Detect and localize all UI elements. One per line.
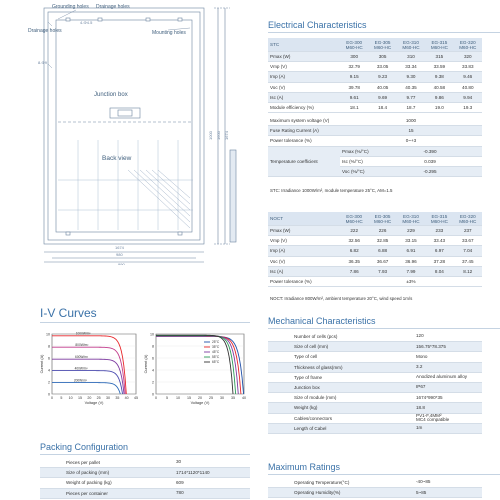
table-cell: Imp (A) (268, 72, 340, 82)
table-row (268, 372, 482, 382)
table-row (268, 423, 482, 433)
temperature-coefficient-label: Temperature coefficient (268, 146, 340, 177)
y-axis-label: Current (A) (144, 354, 148, 374)
y-tick-label: 8 (152, 344, 154, 349)
table-cell: 9.38 (425, 72, 453, 82)
table-cell: 15 (340, 126, 482, 136)
table-cell: Voc (V) (268, 82, 340, 92)
electrical-rule (268, 32, 500, 33)
group-holes-label: Drainage holes (96, 4, 130, 10)
table-cell: 226 (368, 226, 396, 236)
ratings-table (268, 478, 482, 498)
iv-chart-irradiance (40, 330, 140, 410)
table-cell: 39.78 (340, 82, 368, 92)
series-label: 1000W/m² (75, 331, 91, 336)
back-view-label: Back view (102, 155, 132, 162)
table-cell: 0~+3 (340, 136, 482, 146)
series-label: 400W/m² (74, 366, 88, 371)
table-cell: Mono (414, 352, 482, 362)
legend-label: 65°C (212, 360, 220, 365)
table-cell: 33.67 (454, 236, 482, 246)
table-row (268, 332, 482, 342)
table-cell: Isc (A) (268, 92, 340, 102)
table-cell: 40.58 (425, 82, 453, 92)
table-cell: 33.15 (397, 236, 425, 246)
table-cell: 1674*990*35 (414, 393, 482, 403)
table-cell: 18.1 (340, 102, 368, 112)
table-cell: Vmp (V) (268, 62, 340, 72)
x-tick-label: 40 (124, 396, 129, 400)
x-tick-label: 0 (155, 396, 157, 400)
table-cell: IP67 (414, 382, 482, 392)
table-cell: 18.4 (368, 102, 396, 112)
iv-rule (40, 322, 250, 323)
table-cell: 37.45 (454, 256, 482, 266)
table-cell: 609 (174, 478, 250, 488)
table-row (268, 116, 482, 126)
table-cell: Pieces per pallet (40, 458, 174, 468)
table-row (268, 393, 482, 403)
junction-box-shape (110, 108, 140, 118)
series-line (52, 359, 124, 394)
table-cell: ±3% (340, 276, 482, 286)
table-cell: 9.77 (397, 92, 425, 102)
table-cell: 305 (368, 52, 396, 62)
x-tick-label: 5 (166, 396, 168, 400)
table-cell: 233 (425, 226, 453, 236)
table-cell: Power tolerance (%) (268, 276, 340, 286)
table-row (268, 102, 482, 112)
table-row (268, 146, 482, 156)
legend-label: 45°C (212, 350, 220, 355)
table-row (40, 458, 250, 468)
table-cell: 40.35 (397, 82, 425, 92)
model-header: EG-300 M60-HC (340, 212, 368, 226)
table-cell: 1m (414, 423, 482, 433)
model-header: EG-320 M60-HC (454, 38, 482, 52)
packing-rule (40, 454, 250, 455)
table-cell: 6.91 (397, 246, 425, 256)
svg-text:4-Φ4.5: 4-Φ4.5 (80, 20, 93, 25)
grounding-holes-label: Grounding holes (52, 4, 89, 10)
y-tick-label: 10 (150, 332, 154, 337)
mechanical-rule (268, 328, 500, 329)
table-row (268, 52, 482, 62)
table-row (268, 342, 482, 352)
series-label: 600W/m² (75, 355, 88, 359)
model-header: EG-310 M60-HC (397, 38, 425, 52)
table-cell: 320 (454, 52, 482, 62)
y-tick-label: 4 (48, 368, 50, 373)
table-row (268, 226, 482, 236)
table-cell: 780 (174, 488, 250, 498)
table-cell: Power tolerance (%) (268, 136, 340, 146)
table-cell: 33.43 (425, 236, 453, 246)
table-cell: -0.295 (378, 166, 482, 176)
table-cell: -0.390 (378, 146, 482, 156)
table-cell: 19.0 (425, 102, 453, 112)
y-tick-label: 8 (48, 344, 50, 349)
table-cell: Module efficiency (%) (268, 102, 340, 112)
y-tick-label: 6 (48, 356, 50, 361)
x-tick-label: 30 (106, 396, 110, 400)
x-axis-label: Voltage (V) (190, 401, 210, 405)
module-outline (44, 8, 204, 244)
table-cell: Voc (V) (268, 256, 340, 266)
table-cell: 310 (397, 52, 425, 62)
model-header: EG-320 M60-HC (454, 212, 482, 226)
noct-table (268, 212, 482, 287)
ratings-rule (268, 474, 500, 475)
table-cell: 8.12 (454, 266, 482, 276)
table-row (268, 382, 482, 392)
packing-table (40, 458, 250, 499)
table-cell: 18.8 (414, 403, 482, 413)
table-cell: 9.46 (454, 72, 482, 82)
table-cell: 32.56 (340, 236, 368, 246)
table-row (268, 413, 482, 423)
x-tick-label: 35 (231, 396, 235, 400)
module-drawing (18, 0, 253, 265)
table-cell: 315 (425, 52, 453, 62)
table-row (268, 478, 482, 488)
y-axis-label: Current (A) (40, 354, 44, 374)
table-cell: Cables/connectors (268, 413, 414, 423)
svg-text:1674: 1674 (224, 131, 229, 140)
y-tick-label: 4 (152, 368, 154, 373)
y-tick-label: 10 (46, 332, 50, 337)
table-cell: 9.30 (397, 72, 425, 82)
table-row (268, 488, 482, 498)
noct-label: NOCT (268, 212, 340, 226)
table-cell: 40.05 (368, 82, 396, 92)
table-cell: 19.3 (454, 102, 482, 112)
table-row (268, 246, 482, 256)
table-row (268, 92, 482, 102)
table-row (268, 236, 482, 246)
table-cell: 32.85 (368, 236, 396, 246)
plot-area (156, 334, 244, 394)
table-row (268, 362, 482, 372)
table-cell: Operating Temperature(°C) (268, 478, 414, 488)
table-cell: 222 (340, 226, 368, 236)
table-cell: Weight (kg) (268, 403, 414, 413)
table-cell: 9.61 (340, 92, 368, 102)
table-cell: PV1-F,4MM² MC4 compatible (414, 413, 482, 423)
ratings-title: Maximum Ratings (268, 462, 341, 472)
stc-table (268, 38, 482, 113)
table-cell: Size of cell (mm) (268, 342, 414, 352)
table-cell: 0.039 (378, 156, 482, 166)
table-cell: 8.04 (425, 266, 453, 276)
table-cell: 5~85 (414, 488, 482, 498)
mounting-holes-label: Mounting holes (152, 30, 186, 36)
svg-text:1674: 1674 (115, 245, 124, 250)
mechanical-table (268, 332, 482, 434)
table-cell: 36.67 (368, 256, 396, 266)
table-cell: Isc (A) (268, 266, 340, 276)
table-cell: Thickness of glass(mm) (268, 362, 414, 372)
table-row (268, 266, 482, 276)
packing-title: Packing Configuration (40, 442, 129, 452)
junction-box-label: Junction box (94, 92, 128, 98)
table-cell: 7.93 (368, 266, 396, 276)
table-cell: 33.83 (454, 62, 482, 72)
model-header: EG-305 M60-HC (368, 212, 396, 226)
noct-note: NOCT: Irradiance 800W/m², ambient temperature 20°C, wind speed 1m/s (270, 296, 413, 301)
table-cell: Junction box (268, 382, 414, 392)
table-row (40, 478, 250, 488)
table-cell: Pmax (W) (268, 226, 340, 236)
table-cell: Pieces per container (40, 488, 174, 498)
svg-text:8-Φ9: 8-Φ9 (38, 60, 47, 65)
table-cell: 1714*1120*1140 (174, 468, 250, 478)
table-cell: 156.75*78.375 (414, 342, 482, 352)
table-cell: Pmax (%/°C) (340, 146, 378, 156)
table-cell: 300 (340, 52, 368, 62)
table-cell: 36.96 (397, 256, 425, 266)
x-tick-label: 10 (176, 396, 180, 400)
legend-label: 25°C (212, 340, 220, 345)
stc-note: STC: Irradiance 1000W/m², module temperature 25°C, AM=1.5 (270, 188, 393, 193)
table-row (268, 82, 482, 92)
table-cell: 237 (454, 226, 482, 236)
table-cell: Imp (A) (268, 246, 340, 256)
electrical-title: Electrical Characteristics (268, 20, 367, 30)
x-tick-label: 20 (198, 396, 202, 400)
series-line (156, 336, 236, 395)
model-header: EG-305 M60-HC (368, 38, 396, 52)
table-row (268, 136, 482, 146)
table-cell: 120 (414, 332, 482, 342)
table-cell: 33.59 (425, 62, 453, 72)
iv-title: I-V Curves (40, 306, 97, 320)
drainage-holes-label: Drainage holes (28, 28, 62, 34)
table-cell: Pmax (W) (268, 52, 340, 62)
table-cell: 9.86 (425, 92, 453, 102)
table-cell: 33.34 (397, 62, 425, 72)
table-row (268, 256, 482, 266)
x-tick-label: 25 (96, 396, 101, 400)
table-cell: 6.88 (368, 246, 396, 256)
table-cell: 9.69 (368, 92, 396, 102)
x-tick-label: 15 (78, 396, 82, 400)
y-tick-label: 6 (152, 356, 154, 361)
table-cell: Isc (%/°C) (340, 156, 378, 166)
svg-text:1600: 1600 (216, 131, 221, 140)
x-tick-label: 45 (134, 396, 138, 400)
x-tick-label: 0 (51, 396, 53, 400)
table-cell: -40~85 (414, 478, 482, 488)
table-cell: Weight of packing (kg) (40, 478, 174, 488)
model-header: EG-300 M60-HC (340, 38, 368, 52)
model-header: EG-315 M60-HC (425, 38, 453, 52)
table-cell: Vmp (V) (268, 236, 340, 246)
x-tick-label: 25 (209, 396, 213, 400)
table-cell: Anodized aluminum alloy (414, 372, 482, 382)
table-row (268, 352, 482, 362)
table-cell: 9.94 (454, 92, 482, 102)
y-tick-label: 2 (152, 380, 154, 385)
table-cell: Type of cell (268, 352, 414, 362)
x-tick-label: 35 (115, 396, 120, 400)
table-cell: 7.86 (340, 266, 368, 276)
x-tick-label: 15 (187, 396, 191, 400)
y-tick-label: 0 (152, 392, 154, 397)
table-cell: 30 (174, 458, 250, 468)
table-cell: 40.80 (454, 82, 482, 92)
series-line (156, 335, 233, 394)
svg-text:1000: 1000 (208, 131, 213, 140)
svg-text:980: 980 (116, 252, 123, 257)
stc-label: STC (268, 38, 340, 52)
mechanical-title: Mechanical Characteristics (268, 316, 376, 326)
model-header: EG-310 M60-HC (397, 212, 425, 226)
table-cell: Size of packing (mm) (40, 468, 174, 478)
table-cell: Fuse Rating Current (A) (268, 126, 340, 136)
table-cell: Maximum system voltage (V) (268, 116, 340, 126)
table-cell: 229 (397, 226, 425, 236)
legend-label: 35°C (212, 345, 220, 350)
table-cell: Voc (%/°C) (340, 166, 378, 176)
table-row (40, 488, 250, 498)
table-cell: Operating Humidity(%) (268, 488, 414, 498)
y-tick-label: 0 (48, 392, 50, 397)
x-tick-label: 10 (68, 396, 73, 400)
table-cell: Type of frame (268, 372, 414, 382)
table-row (268, 276, 482, 286)
table-row (268, 62, 482, 72)
table-cell: 32.79 (340, 62, 368, 72)
iv-chart-temperature (144, 330, 248, 410)
table-cell: 33.05 (368, 62, 396, 72)
x-axis-label: Voltage (V) (84, 401, 104, 405)
x-tick-label: 20 (87, 396, 92, 400)
table-row (268, 72, 482, 82)
svg-text:990: 990 (118, 262, 125, 265)
table-cell: Length of Cabel (268, 423, 414, 433)
table-cell: 36.35 (340, 256, 368, 266)
table-row (40, 468, 250, 478)
table-row (268, 403, 482, 413)
table-cell: 9.23 (368, 72, 396, 82)
model-header: EG-315 M60-HC (425, 212, 453, 226)
common-table (268, 116, 482, 177)
table-cell: Size of module (mm) (268, 393, 414, 403)
series-line (52, 383, 120, 394)
x-tick-label: 5 (60, 396, 63, 400)
table-cell: 37.28 (425, 256, 453, 266)
x-tick-label: 40 (242, 396, 246, 400)
table-cell: 1000 (340, 116, 482, 126)
table-cell: 3.2 (414, 362, 482, 372)
table-cell: 9.15 (340, 72, 368, 82)
table-cell: 6.97 (425, 246, 453, 256)
table-cell: 7.99 (397, 266, 425, 276)
table-cell: 18.7 (397, 102, 425, 112)
x-tick-label: 30 (220, 396, 224, 400)
y-tick-label: 2 (48, 380, 50, 385)
series-label: 800W/m² (75, 343, 89, 347)
series-label: 200W/m² (73, 378, 87, 383)
table-cell: 7.04 (454, 246, 482, 256)
table-cell: 6.82 (340, 246, 368, 256)
legend-label: 55°C (212, 355, 220, 360)
table-row (268, 126, 482, 136)
table-cell: Number of cells (pcs) (268, 332, 414, 342)
